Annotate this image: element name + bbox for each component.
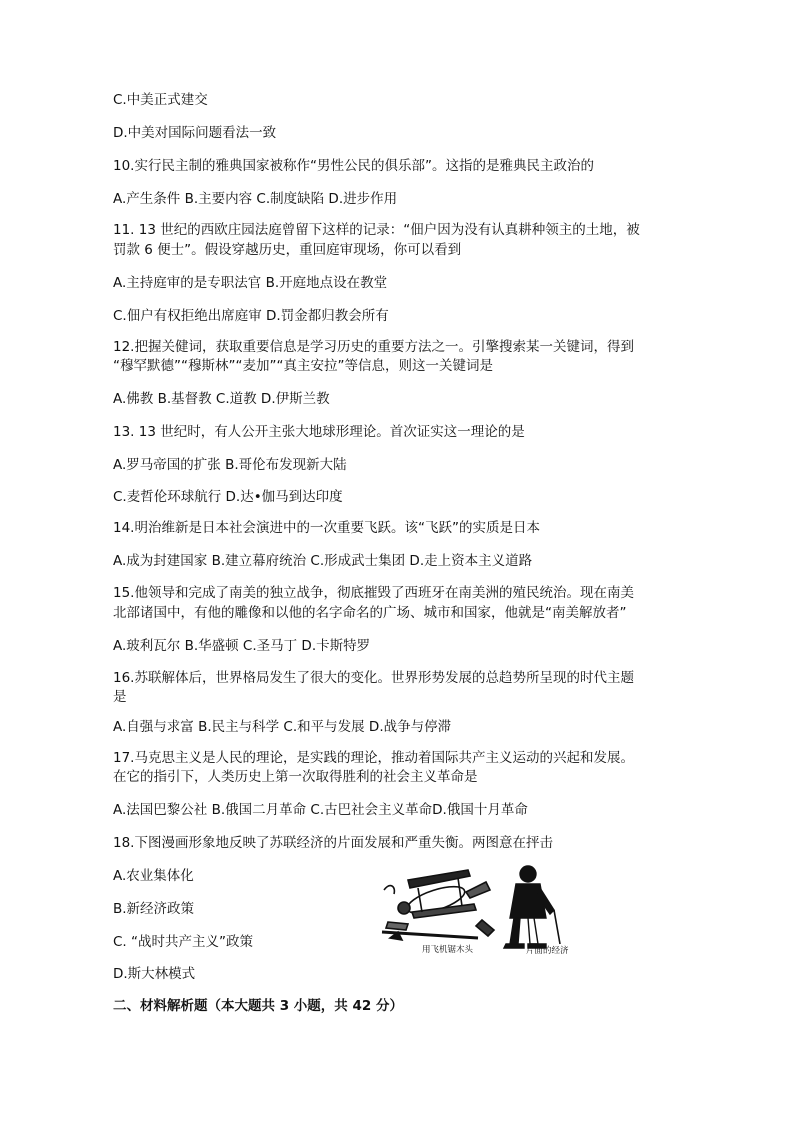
question-17-line2: 在它的指引下，人类历史上第一次取得胜利的社会主义革命是: [113, 769, 478, 785]
options-q17: A.法国巴黎公社 B.俄国二月革命 C.古巴社会主义革命D.俄国十月革命: [113, 802, 528, 818]
section-heading-materials: 二、材料解析题（本大题共 3 小题，共 42 分）: [113, 998, 403, 1014]
question-16-line2: 是: [113, 689, 127, 705]
lopsided-figure-drawing: [504, 866, 560, 948]
question-15-line1: 15.他领导和完成了南美的独立战争，彻底摧毁了西班牙在南美洲的殖民统治。现在南美: [113, 585, 634, 601]
cartoon-illustration: [378, 860, 590, 955]
question-17-line1: 17.马克思主义是人民的理论，是实践的理论，推动着国际共产主义运动的兴起和发展。: [113, 750, 634, 766]
question-12-line2: “穆罕默德”“穆斯林”“麦加”“真主安拉”等信息，则这一关键词是: [113, 358, 493, 374]
options-q14: A.成为封建国家 B.建立幕府统治 C.形成武士集团 D.走上资本主义道路: [113, 553, 533, 569]
option-a-q18: A.农业集体化: [113, 868, 194, 884]
question-15-line2: 北部诸国中，有他的雕像和以他的名字命名的广场、城市和国家，他就是“南美解放者”: [113, 605, 627, 621]
question-18: 18.下图漫画形象地反映了苏联经济的片面发展和严重失衡。两图意在抨击: [113, 835, 553, 851]
options-q10: A.产生条件 B.主要内容 C.制度缺陷 D.进步作用: [113, 191, 398, 207]
options-q15: A.玻利瓦尔 B.华盛顿 C.圣马丁 D.卡斯特罗: [113, 638, 371, 654]
question-11-line1: 11. 13 世纪的西欧庄园法庭曾留下这样的记录：“佃户因为没有认真耕种领主的土地，被: [113, 222, 640, 238]
question-16-line1: 16.苏联解体后，世界格局发生了很大的变化。世界形势发展的总趋势所呈现的时代主题: [113, 670, 634, 686]
cartoon-caption-right: 片面的经济: [526, 946, 569, 955]
options-q11-ab: A.主持庭审的是专职法官 B.开庭地点设在教堂: [113, 275, 388, 291]
options-q13-cd: C.麦哲伦环球航行 D.达•伽马到达印度: [113, 489, 343, 505]
airplane-saw-drawing: [382, 870, 494, 940]
option-c-q18: C. “战时共产主义”政策: [113, 934, 253, 950]
soviet-economy-cartoon: [378, 860, 590, 955]
options-q16: A.自强与求富 B.民主与科学 C.和平与发展 D.战争与停滞: [113, 719, 452, 735]
question-10: 10.实行民主制的雅典国家被称作“男性公民的俱乐部”。这指的是雅典民主政治的: [113, 158, 594, 174]
options-q13-ab: A.罗马帝国的扩张 B.哥伦布发现新大陆: [113, 457, 347, 473]
option-d-q9: D.中美对国际问题看法一致: [113, 125, 277, 141]
question-14: 14.明治维新是日本社会演进中的一次重要飞跃。该“飞跃”的实质是日本: [113, 520, 540, 536]
options-q12: A.佛教 B.基督教 C.道教 D.伊斯兰教: [113, 391, 330, 407]
cartoon-caption-left: 用飞机锯木头: [422, 945, 474, 955]
question-11-line2: 罚款 6 便士”。假设穿越历史，重回庭审现场，你可以看到: [113, 242, 462, 258]
option-c-q9: C.中美正式建交: [113, 92, 208, 108]
option-b-q18: B.新经济政策: [113, 901, 195, 917]
question-13: 13. 13 世纪时，有人公开主张大地球形理论。首次证实这一理论的是: [113, 424, 525, 440]
question-12-line1: 12.把握关健词，获取重要信息是学习历史的重要方法之一。引擎搜索某一关键词，得到: [113, 339, 634, 355]
options-q11-cd: C.佃户有权拒绝出席庭审 D.罚金都归教会所有: [113, 308, 389, 324]
option-d-q18: D.斯大林模式: [113, 966, 196, 982]
